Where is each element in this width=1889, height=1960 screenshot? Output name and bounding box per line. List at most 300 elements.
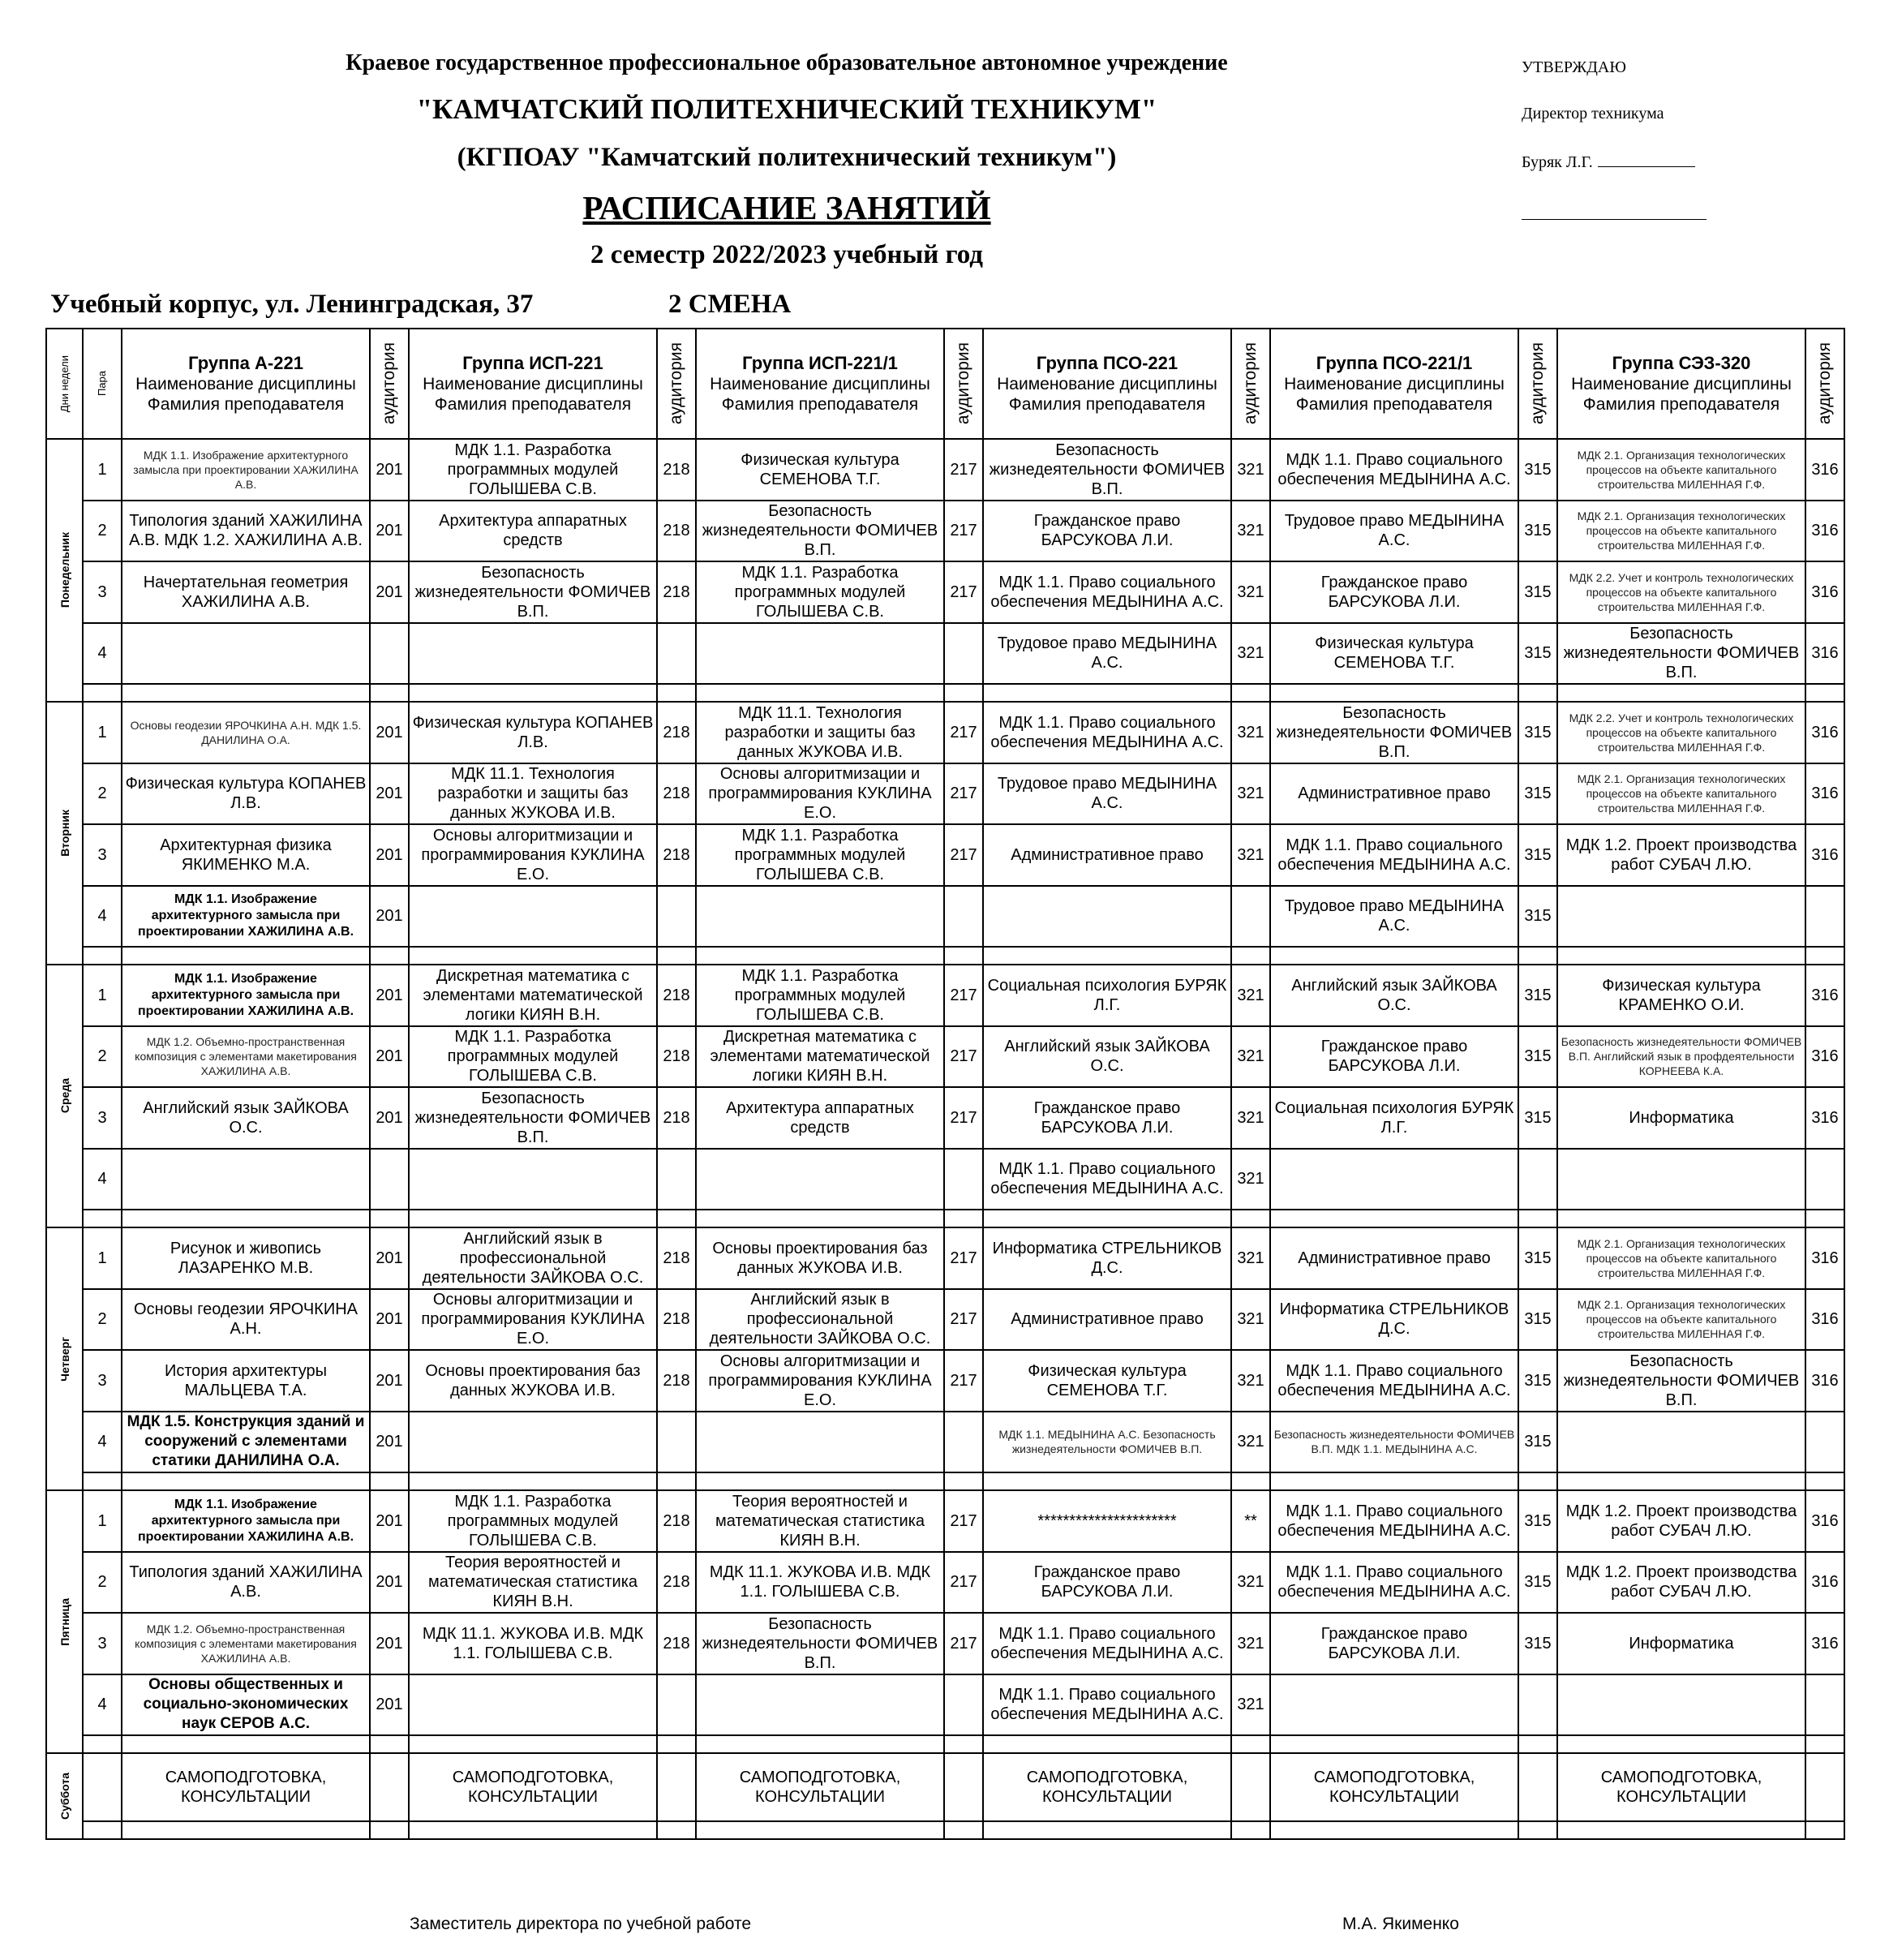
room-cell: 316	[1805, 1350, 1844, 1412]
room-cell: 217	[944, 702, 983, 763]
room-cell: 218	[657, 1227, 696, 1289]
separator-cell	[1270, 1821, 1518, 1839]
table-row	[46, 1026, 1844, 1088]
auditorium-header	[944, 329, 983, 439]
separator-cell	[696, 684, 944, 702]
room-cell: 321	[1231, 1026, 1270, 1088]
room-cell	[657, 623, 696, 685]
pair-number: 3	[83, 561, 122, 623]
room-cell: 316	[1805, 439, 1844, 501]
separator-cell	[1557, 1472, 1805, 1490]
lesson-cell	[983, 886, 1231, 948]
room-cell: 315	[1518, 1026, 1557, 1088]
auditorium-header-label: аудитория	[380, 342, 398, 425]
lesson-cell	[1270, 1149, 1518, 1210]
lesson-cell: Теория вероятностей и математическая статистика КИЯН В.Н.	[409, 1552, 657, 1614]
auditorium-header	[1805, 329, 1844, 439]
room-cell: 201	[370, 1227, 409, 1289]
room-cell: 218	[657, 1552, 696, 1614]
room-cell: 321	[1231, 824, 1270, 886]
lesson-cell: Начертательная геометрия ХАЖИЛИНА А.В.	[122, 561, 370, 623]
separator-cell	[657, 1472, 696, 1490]
lesson-cell: Гражданское право БАРСУКОВА Л.И.	[983, 1087, 1231, 1149]
lesson-cell: Трудовое право МЕДЫНИНА А.С.	[983, 623, 1231, 685]
lesson-cell: САМОПОДГОТОВКА, КОНСУЛЬТАЦИИ	[122, 1753, 370, 1821]
table-row	[46, 1149, 1844, 1210]
lesson-cell	[696, 1412, 944, 1473]
separator-cell	[696, 1735, 944, 1753]
group-subheader-teacher: Фамилия преподавателя	[1582, 395, 1780, 414]
day-name: Вторник	[58, 810, 71, 857]
approval-name: Буряк Л.Г.	[1522, 153, 1593, 171]
separator-cell	[122, 1735, 370, 1753]
room-cell: 217	[944, 561, 983, 623]
separator-cell	[370, 1210, 409, 1227]
lesson-cell: САМОПОДГОТОВКА, КОНСУЛЬТАЦИИ	[409, 1753, 657, 1821]
lesson-cell: Безопасность жизнедеятельности ФОМИЧЕВ В.П.	[696, 1613, 944, 1674]
room-cell: 321	[1231, 1613, 1270, 1674]
separator-cell	[1805, 1735, 1844, 1753]
lesson-cell: МДК 1.1. Право социального обеспечения МЕДЫНИНА А.С.	[983, 1613, 1231, 1674]
separator-cell	[1231, 1472, 1270, 1490]
lesson-cell: Физическая культура СЕМЕНОВА Т.Г.	[696, 439, 944, 501]
auditorium-header	[1231, 329, 1270, 439]
room-cell: 321	[1231, 702, 1270, 763]
room-cell: 201	[370, 702, 409, 763]
lesson-cell: МДК 1.1. Разработка программных модулей ГОЛЫШЕВА С.В.	[696, 561, 944, 623]
separator-cell	[696, 947, 944, 965]
separator-cell	[1557, 1735, 1805, 1753]
room-cell: 201	[370, 763, 409, 825]
day-name: Четверг	[58, 1336, 71, 1382]
lesson-cell: МДК 1.2. Проект производства работ СУБАЧ Л.Ю.	[1557, 1490, 1805, 1552]
room-cell: 321	[1231, 965, 1270, 1026]
lesson-cell: САМОПОДГОТОВКА, КОНСУЛЬТАЦИИ	[1270, 1753, 1518, 1821]
lesson-cell: МДК 11.1. ЖУКОВА И.В. МДК 1.1. ГОЛЫШЕВА С.В.	[696, 1552, 944, 1614]
lesson-cell: МДК 2.2. Учет и контроль технологических процессов на объекте капитального строительства МИЛЕННАЯ Г.Ф.	[1557, 561, 1805, 623]
lesson-cell: **********************	[983, 1490, 1231, 1552]
room-cell	[1518, 1149, 1557, 1210]
auditorium-header-label: аудитория	[667, 342, 685, 425]
separator-cell	[1518, 1821, 1557, 1839]
separator-cell	[1557, 684, 1805, 702]
room-cell: 218	[657, 1289, 696, 1351]
lesson-cell	[696, 623, 944, 685]
group-subheader-discipline: Наименование дисциплины	[997, 375, 1217, 393]
pair-number: 3	[83, 1087, 122, 1149]
pair-number: 4	[83, 1149, 122, 1210]
separator-cell	[1270, 1735, 1518, 1753]
lesson-cell: Гражданское право БАРСУКОВА Л.И.	[983, 1552, 1231, 1614]
room-cell: 201	[370, 886, 409, 948]
table-row	[46, 623, 1844, 685]
table-row	[46, 1552, 1844, 1614]
lesson-cell: МДК 1.1. Право социального обеспечения МЕДЫНИНА А.С.	[983, 1149, 1231, 1210]
lesson-cell	[696, 1149, 944, 1210]
lesson-cell: МДК 2.1. Организация технологических процессов на объекте капитального строительства МИЛЕННАЯ Г.Ф.	[1557, 1227, 1805, 1289]
room-cell: 217	[944, 1026, 983, 1088]
table-row	[46, 1227, 1844, 1289]
separator-cell	[409, 1472, 657, 1490]
room-cell: 201	[370, 1026, 409, 1088]
separator-cell	[83, 1821, 122, 1839]
room-cell: 315	[1518, 1613, 1557, 1674]
room-cell: 316	[1805, 1227, 1844, 1289]
lesson-cell: МДК 11.1. Технология разработки и защиты баз данных ЖУКОВА И.В.	[696, 702, 944, 763]
separator-cell	[944, 947, 983, 965]
room-cell	[370, 1753, 409, 1821]
lesson-cell: МДК 1.1. Изображение архитектурного замысла при проектировании ХАЖИЛИНА А.В.	[122, 439, 370, 501]
table-row	[46, 1753, 1844, 1821]
room-cell: 315	[1518, 763, 1557, 825]
room-cell: 217	[944, 1087, 983, 1149]
institution-short-name: (КГПОАУ "Камчатский политехнический техникум")	[457, 143, 1117, 172]
room-cell: 315	[1518, 824, 1557, 886]
day-cell	[46, 439, 83, 702]
room-cell: 217	[944, 501, 983, 562]
day-separator-row	[46, 684, 1844, 702]
day-separator-row	[46, 1821, 1844, 1839]
room-cell: 321	[1231, 1149, 1270, 1210]
day-cell	[46, 965, 83, 1227]
pair-number: 4	[83, 886, 122, 948]
room-cell: 316	[1805, 561, 1844, 623]
room-cell: 218	[657, 1026, 696, 1088]
group-subheader-teacher: Фамилия преподавателя	[434, 395, 632, 414]
group-name: Группа СЭЗ-320	[1612, 353, 1751, 373]
group-subheader-discipline: Наименование дисциплины	[1284, 375, 1505, 393]
room-cell: 218	[657, 501, 696, 562]
lesson-cell: МДК 1.1. Разработка программных модулей ГОЛЫШЕВА С.В.	[409, 1490, 657, 1552]
lesson-cell	[1557, 886, 1805, 948]
separator-cell	[944, 1472, 983, 1490]
separator-cell	[83, 1472, 122, 1490]
separator-cell	[409, 1210, 657, 1227]
separator-cell	[1231, 684, 1270, 702]
separator-cell	[1270, 684, 1518, 702]
room-cell: 316	[1805, 1490, 1844, 1552]
room-cell: 201	[370, 824, 409, 886]
table-row	[46, 1412, 1844, 1473]
room-cell: 321	[1231, 439, 1270, 501]
lesson-cell: Административное право	[1270, 1227, 1518, 1289]
separator-cell	[696, 1472, 944, 1490]
room-cell: 218	[657, 1087, 696, 1149]
lesson-cell: Гражданское право БАРСУКОВА Л.И.	[983, 501, 1231, 562]
lesson-cell	[1557, 1149, 1805, 1210]
room-cell: 316	[1805, 1552, 1844, 1614]
separator-cell	[83, 684, 122, 702]
day-cell	[46, 702, 83, 965]
separator-cell	[409, 1821, 657, 1839]
lesson-cell: Типология зданий ХАЖИЛИНА А.В.	[122, 1552, 370, 1614]
lesson-cell: МДК 1.1. Право социального обеспечения МЕДЫНИНА А.С.	[983, 1674, 1231, 1736]
lesson-cell: МДК 1.1. Право социального обеспечения МЕДЫНИНА А.С.	[983, 561, 1231, 623]
group-subheader-discipline: Наименование дисциплины	[1571, 375, 1792, 393]
separator-cell	[1231, 1210, 1270, 1227]
lesson-cell	[122, 1149, 370, 1210]
lesson-cell: Основы алгоритмизации и программирования КУКЛИНА Е.О.	[409, 824, 657, 886]
room-cell: 217	[944, 1613, 983, 1674]
group-header	[696, 329, 944, 439]
table-row	[46, 1350, 1844, 1412]
group-header	[1557, 329, 1805, 439]
table-row	[46, 702, 1844, 763]
lesson-cell: Гражданское право БАРСУКОВА Л.И.	[1270, 561, 1518, 623]
table-row	[46, 1613, 1844, 1674]
room-cell: **	[1231, 1490, 1270, 1552]
separator-cell	[657, 1821, 696, 1839]
lesson-cell: Английский язык ЗАЙКОВА О.С.	[122, 1087, 370, 1149]
lesson-cell: Типология зданий ХАЖИЛИНА А.В. МДК 1.2. ХАЖИЛИНА А.В.	[122, 501, 370, 562]
approval-position: Директор техникума	[1522, 105, 1664, 122]
room-cell: 201	[370, 1674, 409, 1736]
page-title	[0, 188, 1573, 227]
room-cell: 315	[1518, 1289, 1557, 1351]
room-cell: 321	[1231, 1350, 1270, 1412]
separator-cell	[409, 684, 657, 702]
separator-cell	[1518, 1472, 1557, 1490]
separator-cell	[1270, 947, 1518, 965]
lesson-cell: Гражданское право БАРСУКОВА Л.И.	[1270, 1026, 1518, 1088]
pair-number: 3	[83, 1613, 122, 1674]
page-title-text: РАСПИСАНИЕ ЗАНЯТИЙ	[582, 189, 991, 226]
room-cell	[1518, 1674, 1557, 1736]
table-row	[46, 886, 1844, 948]
lesson-cell: Основы общественных и социально-экономических наук СЕРОВ А.С.	[122, 1674, 370, 1736]
separator-cell	[1557, 1821, 1805, 1839]
lesson-cell	[409, 623, 657, 685]
room-cell: 315	[1518, 1412, 1557, 1473]
lesson-cell: МДК 1.1. Право социального обеспечения МЕДЫНИНА А.С.	[1270, 1350, 1518, 1412]
room-cell	[1518, 1753, 1557, 1821]
room-cell	[657, 1412, 696, 1473]
pair-number: 1	[83, 439, 122, 501]
room-cell: 321	[1231, 623, 1270, 685]
lesson-cell: Английский язык ЗАЙКОВА О.С.	[1270, 965, 1518, 1026]
auditorium-header-label: аудитория	[1815, 342, 1834, 425]
auditorium-header-label: аудитория	[1241, 342, 1260, 425]
separator-cell	[1557, 947, 1805, 965]
group-header	[122, 329, 370, 439]
group-name: Группа ПСО-221/1	[1316, 353, 1473, 373]
separator-cell	[1805, 947, 1844, 965]
room-cell: 316	[1805, 1087, 1844, 1149]
room-cell: 316	[1805, 763, 1844, 825]
lesson-cell: Основы алгоритмизации и программирования КУКЛИНА Е.О.	[696, 1350, 944, 1412]
room-cell: 218	[657, 1613, 696, 1674]
auditorium-header-label: аудитория	[1528, 342, 1547, 425]
room-cell	[944, 1674, 983, 1736]
approval-signature	[1522, 153, 1695, 172]
lesson-cell: Дискретная математика с элементами математической логики КИЯН В.Н.	[409, 965, 657, 1026]
lesson-cell: Административное право	[983, 824, 1231, 886]
room-cell: 201	[370, 501, 409, 562]
separator-cell	[409, 1735, 657, 1753]
room-cell: 315	[1518, 1087, 1557, 1149]
lesson-cell: МДК 2.1. Организация технологических процессов на объекте капитального строительства МИЛЕННАЯ Г.Ф.	[1557, 763, 1805, 825]
room-cell: 316	[1805, 501, 1844, 562]
table-row	[46, 965, 1844, 1026]
room-cell: 315	[1518, 702, 1557, 763]
auditorium-header	[370, 329, 409, 439]
lesson-cell: Безопасность жизнедеятельности ФОМИЧЕВ В.П.	[1270, 702, 1518, 763]
separator-cell	[83, 947, 122, 965]
room-cell: 218	[657, 561, 696, 623]
lesson-cell: Безопасность жизнедеятельности ФОМИЧЕВ В.П.	[1557, 1350, 1805, 1412]
room-cell: 201	[370, 1412, 409, 1473]
day-cell	[46, 1490, 83, 1753]
lesson-cell	[1557, 1674, 1805, 1736]
separator-cell	[983, 684, 1231, 702]
room-cell: 218	[657, 1490, 696, 1552]
lesson-cell: Основы проектирования баз данных ЖУКОВА И.В.	[409, 1350, 657, 1412]
lesson-cell	[409, 886, 657, 948]
lesson-cell: Информатика СТРЕЛЬНИКОВ Д.С.	[983, 1227, 1231, 1289]
room-cell: 217	[944, 1350, 983, 1412]
room-cell: 218	[657, 1350, 696, 1412]
room-cell: 201	[370, 439, 409, 501]
room-cell: 201	[370, 1289, 409, 1351]
table-row	[46, 1674, 1844, 1736]
header-days-label: Дни недели	[58, 355, 71, 413]
schedule-table	[45, 328, 1845, 1840]
table-row	[46, 763, 1844, 825]
lesson-cell: Архитектура аппаратных средств	[696, 1087, 944, 1149]
room-cell: 201	[370, 1613, 409, 1674]
lesson-cell: МДК 1.1. Право социального обеспечения МЕДЫНИНА А.С.	[1270, 824, 1518, 886]
group-header	[409, 329, 657, 439]
lesson-cell: Административное право	[983, 1289, 1231, 1351]
footer-name: М.А. Якименко	[1342, 1915, 1459, 1933]
group-name: Группа ПСО-221	[1036, 353, 1178, 373]
lesson-cell: МДК 1.1. Изображение архитектурного замысла при проектировании ХАЖИЛИНА А.В.	[122, 886, 370, 948]
group-name: Группа ИСП-221	[462, 353, 603, 373]
separator-cell	[1518, 684, 1557, 702]
room-cell: 321	[1231, 501, 1270, 562]
separator-cell	[122, 947, 370, 965]
room-cell	[1805, 1674, 1844, 1736]
room-cell	[370, 623, 409, 685]
lesson-cell: МДК 1.1. Право социального обеспечения МЕДЫНИНА А.С.	[1270, 1490, 1518, 1552]
group-subheader-teacher: Фамилия преподавателя	[1008, 395, 1206, 414]
lesson-cell	[696, 1674, 944, 1736]
lesson-cell: САМОПОДГОТОВКА, КОНСУЛЬТАЦИИ	[1557, 1753, 1805, 1821]
room-cell	[370, 1149, 409, 1210]
room-cell: 316	[1805, 824, 1844, 886]
pair-number: 1	[83, 1227, 122, 1289]
auditorium-header	[657, 329, 696, 439]
group-header	[983, 329, 1231, 439]
group-subheader-discipline: Наименование дисциплины	[135, 375, 356, 393]
lesson-cell: Основы геодезии ЯРОЧКИНА А.Н. МДК 1.5. ДАНИЛИНА О.А.	[122, 702, 370, 763]
room-cell	[1805, 1149, 1844, 1210]
separator-cell	[944, 1821, 983, 1839]
table-row	[46, 501, 1844, 562]
separator-cell	[944, 684, 983, 702]
lesson-cell: МДК 11.1. ЖУКОВА И.В. МДК 1.1. ГОЛЫШЕВА С.В.	[409, 1613, 657, 1674]
separator-cell	[409, 947, 657, 965]
separator-cell	[1518, 1210, 1557, 1227]
pair-number	[83, 1753, 122, 1821]
lesson-cell: МДК 1.1. Разработка программных модулей ГОЛЫШЕВА С.В.	[409, 1026, 657, 1088]
separator-cell	[122, 684, 370, 702]
lesson-cell: МДК 1.1. Право социального обеспечения МЕДЫНИНА А.С.	[1270, 439, 1518, 501]
room-cell	[657, 886, 696, 948]
pair-number: 2	[83, 501, 122, 562]
separator-cell	[944, 1210, 983, 1227]
lesson-cell: МДК 1.1. МЕДЫНИНА А.С. Безопасность жизнедеятельности ФОМИЧЕВ В.П.	[983, 1412, 1231, 1473]
lesson-cell: Информатика	[1557, 1087, 1805, 1149]
separator-cell	[1231, 1735, 1270, 1753]
separator-cell	[122, 1472, 370, 1490]
room-cell: 201	[370, 1552, 409, 1614]
pair-number: 1	[83, 702, 122, 763]
footer-position: Заместитель директора по учебной работе	[410, 1915, 752, 1933]
lesson-cell	[409, 1149, 657, 1210]
lesson-cell: История архитектуры МАЛЬЦЕВА Т.А.	[122, 1350, 370, 1412]
day-name: Пятница	[58, 1597, 71, 1646]
room-cell	[657, 1753, 696, 1821]
lesson-cell: Английский язык в профессиональной деятельности ЗАЙКОВА О.С.	[696, 1289, 944, 1351]
separator-cell	[1270, 1210, 1518, 1227]
separator-cell	[1518, 947, 1557, 965]
lesson-cell: Основы алгоритмизации и программирования КУКЛИНА Е.О.	[409, 1289, 657, 1351]
room-cell: 201	[370, 1490, 409, 1552]
lesson-cell: Безопасность жизнедеятельности ФОМИЧЕВ В.П.	[696, 501, 944, 562]
room-cell: 217	[944, 439, 983, 501]
lesson-cell: Безопасность жизнедеятельности ФОМИЧЕВ В.П. Английский язык в профдеятельности КОРНЕЕВА К.А.	[1557, 1026, 1805, 1088]
lesson-cell: Трудовое право МЕДЫНИНА А.С.	[1270, 501, 1518, 562]
lesson-cell: МДК 1.2. Объемно-пространственная композиция с элементами макетирования ХАЖИЛИНА А.В.	[122, 1613, 370, 1674]
day-name: Суббота	[58, 1772, 71, 1820]
lesson-cell	[1270, 1674, 1518, 1736]
separator-cell	[944, 1735, 983, 1753]
room-cell	[657, 1149, 696, 1210]
separator-cell	[1805, 684, 1844, 702]
lesson-cell: Архитектурная физика ЯКИМЕНКО М.А.	[122, 824, 370, 886]
auditorium-header	[1518, 329, 1557, 439]
separator-cell	[1231, 947, 1270, 965]
table-row	[46, 439, 1844, 501]
separator-cell	[1805, 1210, 1844, 1227]
room-cell	[944, 1753, 983, 1821]
lesson-cell: Физическая культура СЕМЕНОВА Т.Г.	[1270, 623, 1518, 685]
room-cell: 218	[657, 824, 696, 886]
room-cell: 316	[1805, 965, 1844, 1026]
room-cell: 217	[944, 1552, 983, 1614]
room-cell: 321	[1231, 561, 1270, 623]
lesson-cell: Рисунок и живопись ЛАЗАРЕНКО М.В.	[122, 1227, 370, 1289]
room-cell: 217	[944, 824, 983, 886]
room-cell	[944, 886, 983, 948]
pair-number: 1	[83, 1490, 122, 1552]
separator-cell	[1557, 1210, 1805, 1227]
lesson-cell: Английский язык ЗАЙКОВА О.С.	[983, 1026, 1231, 1088]
day-cell	[46, 1753, 83, 1839]
lesson-cell: Административное право	[1270, 763, 1518, 825]
table-row	[46, 824, 1844, 886]
building-address: Учебный корпус, ул. Ленинградская, 37	[50, 290, 534, 319]
room-cell: 315	[1518, 886, 1557, 948]
pair-number: 4	[83, 623, 122, 685]
semester-line: 2 семестр 2022/2023 учебный год	[590, 240, 983, 269]
separator-cell	[370, 1472, 409, 1490]
lesson-cell: Физическая культура СЕМЕНОВА Т.Г.	[983, 1350, 1231, 1412]
room-cell	[944, 1412, 983, 1473]
room-cell: 217	[944, 763, 983, 825]
group-subheader-discipline: Наименование дисциплины	[710, 375, 930, 393]
